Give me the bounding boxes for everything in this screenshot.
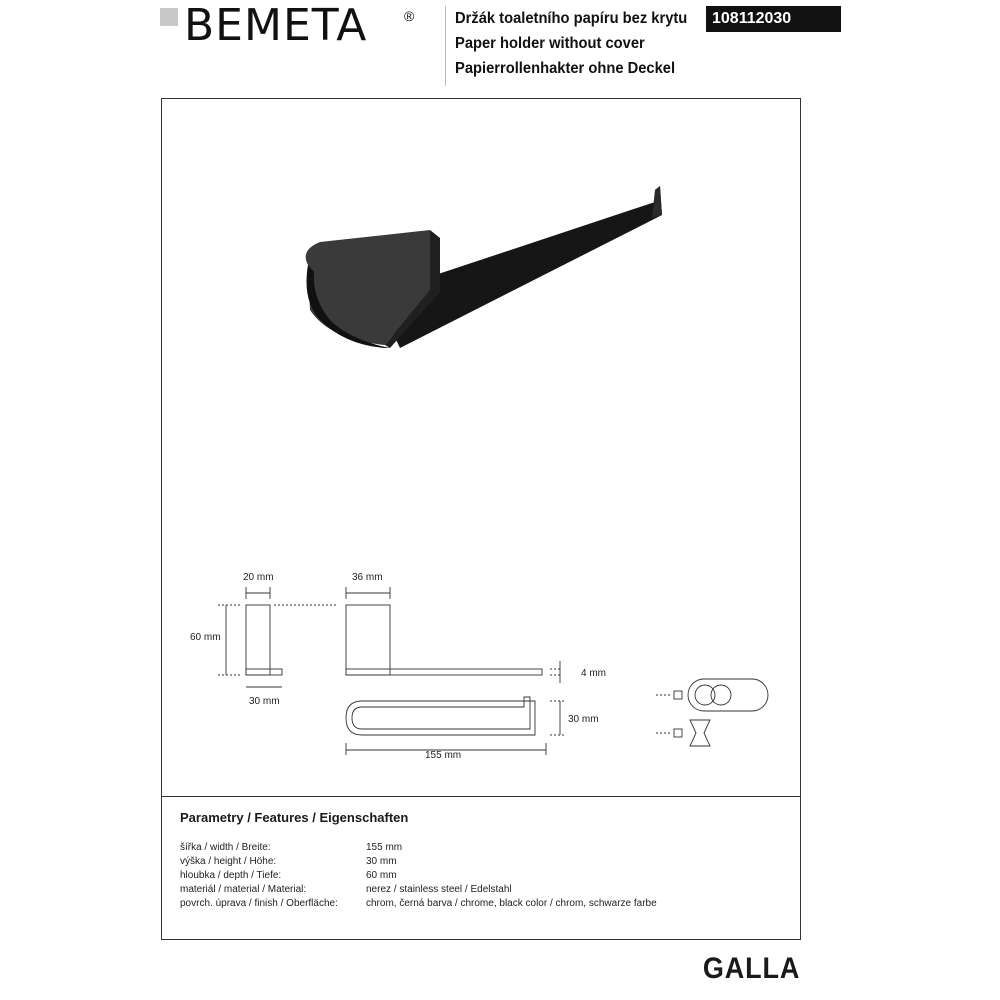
dim-front-thickness: 4 mm	[581, 668, 606, 679]
dim-side-base: 30 mm	[249, 696, 280, 707]
spec-value-finish: chrom, černá barva / chrome, black color / chrom, schwarze farbe	[366, 898, 657, 909]
spec-label-depth: hloubka / depth / Tiefe:	[180, 870, 282, 881]
product-titles	[455, 6, 687, 81]
features-title: Parametry / Features / Eigenschaften	[180, 810, 409, 825]
spec-label-finish: povrch. úprava / finish / Oberfläche:	[180, 898, 338, 909]
header-divider	[445, 6, 446, 86]
spec-label-material: materiál / material / Material:	[180, 884, 307, 895]
dim-side-width: 20 mm	[243, 572, 274, 583]
spec-value-height: 30 mm	[366, 856, 397, 867]
spec-value-depth: 60 mm	[366, 870, 397, 881]
technical-drawings	[190, 565, 790, 785]
registered-mark: ®	[404, 8, 415, 24]
dim-top-depth: 30 mm	[568, 714, 599, 725]
series-name: GALLA	[702, 952, 800, 985]
product-code: 108112030	[706, 6, 841, 32]
title-cz: Držák toaletního papíru bez krytu	[455, 10, 688, 27]
dim-front-width: 36 mm	[352, 572, 383, 583]
brand-logo: BEMETA	[184, 0, 368, 51]
title-de: Papierrollenhakter ohne Deckel	[455, 60, 676, 77]
logo-square-icon	[160, 8, 178, 26]
spec-value-material: nerez / stainless steel / Edelstahl	[366, 884, 512, 895]
dim-side-height: 60 mm	[190, 632, 221, 643]
spec-label-width: šířka / width / Breite:	[180, 842, 271, 853]
product-image	[290, 180, 690, 360]
spec-label-height: výška / height / Höhe:	[180, 856, 277, 867]
spec-value-width: 155 mm	[366, 842, 403, 853]
frame-separator	[161, 796, 801, 797]
dim-total-length: 155 mm	[425, 750, 462, 761]
title-en: Paper holder without cover	[455, 35, 645, 52]
